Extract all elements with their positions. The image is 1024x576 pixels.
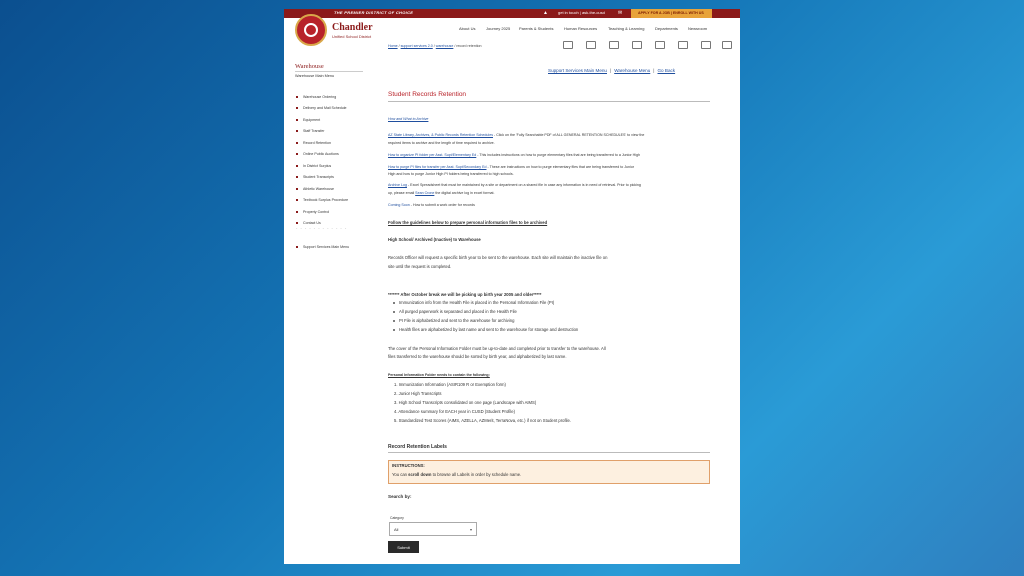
nav-journey-2025[interactable]: Journey 2025	[486, 26, 511, 31]
birth-year-alert: ******* After October break we will be picking up birth year 2005 and older*****	[388, 292, 542, 297]
list-item: Immunization info from the Health File is placed in the Personal Information File (PI)	[399, 300, 555, 305]
nav-newsroom[interactable]: Newsroom	[688, 26, 708, 31]
list-bullet-icon	[393, 302, 395, 304]
list-bullet-icon	[393, 329, 395, 331]
search-by-label: Search by:	[388, 494, 412, 499]
list-item: PI File is alphabetized and sent to the warehouse for archiving	[399, 318, 515, 323]
high-school-heading: High School/ Archived (Inactive) to Warehouse	[388, 237, 481, 242]
category-select-value: All	[394, 527, 399, 532]
instructions-text: You can scroll down to browse all Labels in order by schedule name.	[392, 472, 522, 477]
retention-schedules-paragraph: AZ State Library, Archives, & Public Records Retention Schedules - Click on the 'Fully Searchable PDF of ALL GENERAL RETENTION SCHEDULES' to view the	[388, 133, 645, 137]
retention-schedules-paragraph-2: required items to archive and the length of time required to archive.	[388, 141, 495, 145]
chat-icon[interactable]	[586, 41, 596, 49]
sidebar-item-equipment[interactable]: Equipment	[303, 118, 321, 122]
district-logo[interactable]	[295, 14, 327, 46]
retention-schedules-link[interactable]: AZ State Library, Archives, & Public Records Retention Schedules	[388, 133, 494, 137]
coming-soon-paragraph: Coming Soon - How to submit a work order for records	[388, 203, 475, 207]
brand-subtitle: Unified School District	[332, 34, 372, 39]
breadcrumb: Home / support services 2.0 / warehouse / record retention	[388, 44, 482, 48]
bullet-icon	[296, 188, 298, 190]
bullet-icon	[296, 165, 298, 167]
list-item: All purged paperwork is separated and placed in the Health File	[399, 309, 517, 314]
nav-human-resources[interactable]: Human Resources	[564, 26, 598, 31]
archive-log-link[interactable]: Archive Log	[388, 183, 407, 187]
sidebar-item-athletic-warehouse[interactable]: Athletic Warehouse	[303, 187, 335, 191]
bus-icon[interactable]	[701, 41, 711, 49]
category-select[interactable]	[389, 522, 477, 536]
archive-log-paragraph-2: up, please email Sean Crone the digital archive log in excel format.	[388, 191, 495, 195]
megaphone-icon[interactable]	[678, 41, 688, 49]
nav-departments[interactable]: Departments	[655, 26, 678, 31]
bullet-icon	[296, 96, 298, 98]
folder-contents-heading: Personal Information Folder needs to contain the following:	[388, 373, 490, 377]
breadcrumb-warehouse[interactable]: warehouse	[435, 44, 454, 48]
top-links: Support Services Main Menu | Warehouse Menu | Go Back	[548, 68, 676, 73]
how-to-archive-link[interactable]: How and What to Archive	[388, 117, 429, 121]
sidebar-item-warehouse-ordering[interactable]: Warehouse Ordering	[303, 95, 337, 99]
sidebar-item-textbook-surplus[interactable]: Textbook Surplus Procedure	[303, 198, 349, 202]
chevron-down-icon: ▾	[469, 527, 472, 532]
archive-log-paragraph: Archive Log - Excel Spreadsheet that must be maintained by a site or department on a shared file in case any information is in need of retrieval. Prior to picking	[388, 183, 641, 187]
sidebar-item-contact-us[interactable]: Contact Us	[303, 221, 321, 225]
bullet-icon	[296, 153, 298, 155]
list-item: 1. Immunization Information (ASIR109 R or Exemption form)	[394, 382, 506, 387]
labels-heading: Record Retention Labels	[388, 444, 447, 450]
instructions-title: INSTRUCTIONS:	[392, 463, 425, 468]
purge-pi-files-link[interactable]: How to purge PI files for transfer per Asst. Supt/Secondary Ed	[388, 165, 487, 169]
list-item: 4. Attendance summary for EACH year in CUSD (Student Profile)	[394, 409, 516, 414]
list-bullet-icon	[393, 320, 395, 322]
organize-pi-paragraph: How to organize PI folder per Asst. Supt/Elementary Ed - This includes instructions on how to purge elementary files that are being transferred to a Junior High	[388, 153, 641, 157]
purge-pi-paragraph-2: High and how to purge Junior High PI folders being transferred to high schools.	[388, 172, 514, 176]
follow-guidelines-heading: Follow the guidelines below to prepare personal information files to be archived	[388, 220, 548, 225]
nav-teaching-learning[interactable]: Teaching & Learning	[608, 26, 645, 31]
browser-page	[284, 9, 740, 564]
sidebar-item-staff-transfer[interactable]: Staff Transfer	[303, 129, 325, 133]
support-services-menu-link[interactable]: Support Services Main Menu	[548, 68, 607, 73]
breadcrumb-support-services[interactable]: support services 2.0	[400, 44, 433, 48]
bullet-icon	[296, 107, 298, 109]
labels-divider	[388, 452, 710, 453]
tagline: THE PREMIER DISTRICT OF CHOICE	[334, 10, 414, 15]
sidebar-separator: - - - - - - - - - - - -	[296, 225, 348, 230]
list-item: 5. Standardized Test Scores (AIMS, AZELLA, AZMerit, TerraNova, etc.) if not on Student profile.	[394, 418, 571, 423]
coming-soon-label: Coming Soon	[388, 203, 410, 207]
email-contact-link[interactable]: Sean Crone	[415, 191, 435, 195]
submit-button[interactable]: Submit	[388, 541, 419, 553]
sidebar-item-student-transcripts[interactable]: Student Transcripts	[303, 175, 334, 179]
graduation-icon[interactable]	[632, 41, 642, 49]
go-back-link[interactable]: Go Back	[657, 68, 676, 73]
folder-cover-text: The cover of the Personal Information Folder must be up-to-date and completed prior to transfer to the warehouse. All	[388, 346, 606, 351]
nav-parents-students[interactable]: Parents & Students	[519, 26, 554, 31]
school-icon[interactable]	[655, 41, 665, 49]
list-bullet-icon	[393, 311, 395, 313]
bullet-icon	[296, 130, 298, 132]
mail-icon[interactable]: ✉	[618, 10, 623, 16]
bullet-icon	[296, 176, 298, 178]
apply-enroll-link[interactable]: APPLY FOR A JOB | ENROLL WITH US	[638, 11, 704, 15]
breadcrumb-home[interactable]: Home	[388, 44, 398, 48]
bullet-icon	[296, 142, 298, 144]
category-label: Category	[390, 516, 404, 520]
warehouse-menu-link[interactable]: Warehouse Menu	[614, 68, 651, 73]
title-divider	[388, 101, 710, 102]
sidebar-divider	[295, 71, 363, 72]
list-item: 3. High School Transcripts consolidated on one page (Landscape with AIMS)	[394, 400, 537, 405]
calendar-icon[interactable]	[563, 41, 573, 49]
sidebar-title: Warehouse	[295, 63, 324, 70]
bullet-icon	[296, 119, 298, 121]
bullet-icon	[296, 199, 298, 201]
sidebar-item-in-district-surplus[interactable]: In District Surplus	[303, 164, 332, 168]
sidebar-main-menu[interactable]: Warehouse Main Menu	[295, 74, 335, 78]
sidebar-support-menu[interactable]: Support Services Main Menu	[303, 245, 350, 249]
purge-pi-paragraph: How to purge PI files for transfer per Asst. Supt/Secondary Ed - These are instructions on how to purge elementary files that are being transferred to Junior	[388, 165, 635, 169]
page-title: Student Records Retention	[388, 91, 467, 98]
district-icon[interactable]: ▲	[543, 10, 548, 16]
organize-pi-folder-link[interactable]: How to organize PI folder per Asst. Supt/Elementary Ed	[388, 153, 477, 157]
records-officer-text-2: site until the request is completed.	[388, 264, 452, 269]
sidebar-item-record-retention[interactable]: Record Retention	[303, 141, 331, 145]
sidebar-item-property-control[interactable]: Property Control	[303, 210, 330, 214]
get-in-touch-link[interactable]: get in touch | ask-the-cusd	[558, 10, 605, 15]
calculator-icon[interactable]	[722, 41, 732, 49]
records-officer-text: Records Officer will request a specific birth year to be sent to the warehouse. Each site will maintain the inactive file on	[388, 255, 608, 260]
bullet-icon	[296, 211, 298, 213]
brand-name[interactable]: Chandler	[332, 22, 373, 33]
list-item: Health files are alphabetized by last name and sent to the warehouse for storage and destruction	[399, 327, 579, 332]
breadcrumb-current: record retention	[456, 44, 482, 48]
list-item: 2. Junior High Transcripts	[394, 391, 442, 396]
bullet-icon	[296, 222, 298, 224]
sidebar-item-online-auctions[interactable]: Online Public Auctions	[303, 152, 339, 156]
folder-cover-text-2: files transferred to the warehouse should be sorted by birth year, and alphabetized by last name.	[388, 354, 567, 359]
sidebar-item-delivery-mail[interactable]: Delivery and Mail Schedule	[303, 106, 347, 110]
document-icon[interactable]	[609, 41, 619, 49]
nav-about-us[interactable]: About Us	[459, 26, 476, 31]
bullet-icon	[296, 246, 298, 248]
